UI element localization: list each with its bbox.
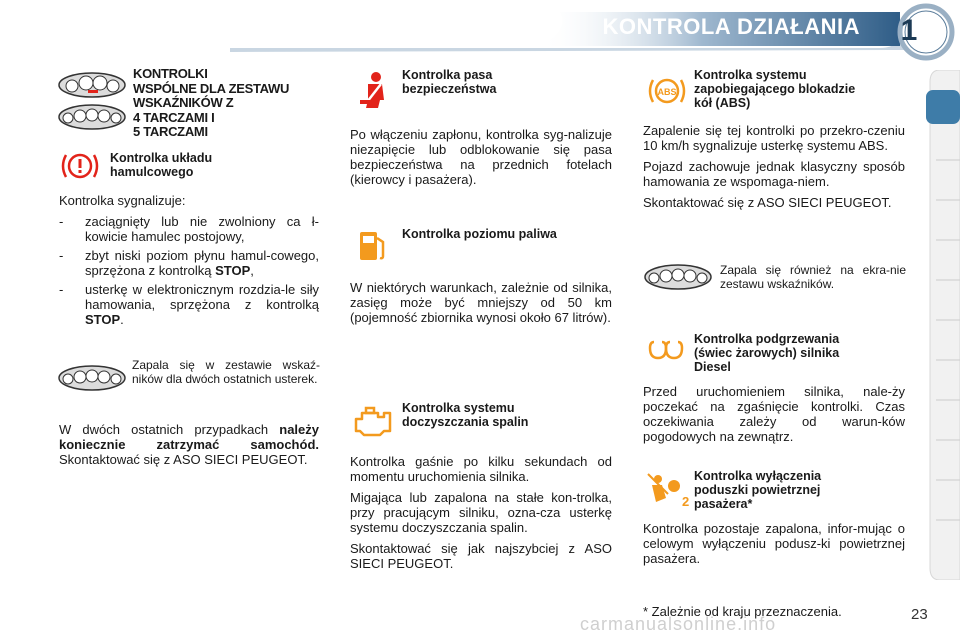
abs-dial-note: Zapala się również na ekra-nie zestawu wskaźników. (720, 263, 906, 291)
svg-text:2: 2 (682, 494, 690, 509)
list-item: - zaciągnięty lub nie zwolniony ca ł-kowicie hamulec postojowy, (59, 214, 319, 244)
chapter-number: 1 (900, 14, 918, 47)
airbag-off-icon (646, 472, 690, 510)
watermark: carmanualsonline.info (580, 614, 777, 634)
exhaust-description: Kontrolka gaśnie po kilku sekundach od momentu uruchomienia silnika. Migająca lub zapalona na stałe kon-trolka, przy pracującym silniku, ozna-cza usterkę systemu doczyszczania spalin. Skontaktować się jak najszybciej z ASO SIECI PEUGEOT. (350, 454, 612, 571)
header-band (0, 0, 960, 62)
list-item: - usterkę w elektronicznym rozdzia-le siły hamowania, sprzężona z kontrolką STOP. (59, 282, 319, 327)
glow-plug-heading: Kontrolka podgrzewania (świec żarowych) silnika Diesel (694, 332, 840, 374)
glow-plug-description: Przed uruchomieniem silnika, nale-ży poczekać na zgaśnięcie kontrolki. Czas oczekiwania zależy od warun-ków pogodowych na zewnątrz. (643, 384, 905, 444)
abs-description: Zapalenie się tej kontrolki po przekro-czeniu 10 km/h sygnalizuje usterkę systemu ABS. Pojazd zachowuje jednak klasyczny sposób hamowania ze wspomaga-niem. Skontaktować się z ASO SIECI PEUGEOT. (643, 123, 905, 210)
common-warnings-heading: KONTROLKI WSPÓLNE DLA ZESTAWU WSKAŹNIKÓW Z 4 TARCZAMI I 5 TARCZAMI (133, 66, 290, 139)
airbag-heading: Kontrolka wyłączenia poduszki powietrznej pasażera* (694, 469, 822, 511)
seatbelt-description: Po włączeniu zapłonu, kontrolka syg-nalizuje niezapięcie lub odblokowanie się pasa bezpieczeństwa na przednich fotelach (kierowcy i pasażera). (350, 127, 612, 187)
engine-exhaust-icon (354, 405, 394, 437)
chapter-tabs (926, 70, 960, 580)
fuel-level-icon (358, 228, 388, 264)
fuel-heading: Kontrolka poziomu paliwa (402, 227, 557, 241)
five-dial-cluster-icon (58, 104, 126, 130)
abs-heading: Kontrolka systemu zapobiegającego blokadzie kół (ABS) (694, 68, 856, 110)
four-dial-cluster-icon (58, 72, 126, 98)
active-chapter-tab (926, 90, 960, 124)
fuel-description: W niektórych warunkach, zależnie od silnika, zasięg może być mniejszy od 50 km (pojemność zbiornika wynosi około 67 litrów). (350, 280, 612, 325)
list-item: - zbyt niski poziom płynu hamul-cowego, sprzężona z kontrolką STOP, (59, 248, 319, 278)
seatbelt-heading: Kontrolka pasa bezpieczeństwa (402, 68, 497, 96)
footnote: * Zależnie od kraju przeznaczenia. (643, 604, 842, 619)
two-dials-note: Zapala się w zestawie wskaź-ników dla dwóch ostatnich usterek. (132, 358, 320, 386)
five-dial-cluster-icon (644, 264, 712, 290)
abs-warning-icon (647, 75, 687, 107)
brake-description: Kontrolka sygnalizuje: - zaciągnięty lub nie zwolniony ca ł-kowicie hamulec postojowy, - zbyt niski poziom płynu hamul-cowego, sprzężona z kontrolką STOP, - usterkę w elektronicznym rozdzia-le siły hamowania, sprzężona z kontrolką STOP. (59, 193, 319, 331)
five-dial-cluster-icon (58, 365, 126, 391)
airbag-description: Kontrolka pozostaje zapalona, infor-mując o celowym wyłączeniu podusz-ki powietrznej pasażera. (643, 521, 905, 566)
page-title: KONTROLA DZIAŁANIA (602, 14, 860, 39)
exhaust-heading: Kontrolka systemu doczyszczania spalin (402, 401, 529, 429)
svg-text:ABS: ABS (657, 87, 677, 97)
page-number: 23 (911, 606, 928, 623)
glow-plug-icon (648, 336, 688, 364)
seatbelt-warning-icon (356, 70, 392, 110)
brake-warning-icon (60, 150, 100, 182)
two-cases-paragraph: W dwóch ostatnich przypadkach należy koniecznie zatrzymać samochód. Skontaktować się z ASO SIECI PEUGEOT. (59, 422, 319, 467)
brake-heading: Kontrolka układu hamulcowego (110, 151, 213, 179)
